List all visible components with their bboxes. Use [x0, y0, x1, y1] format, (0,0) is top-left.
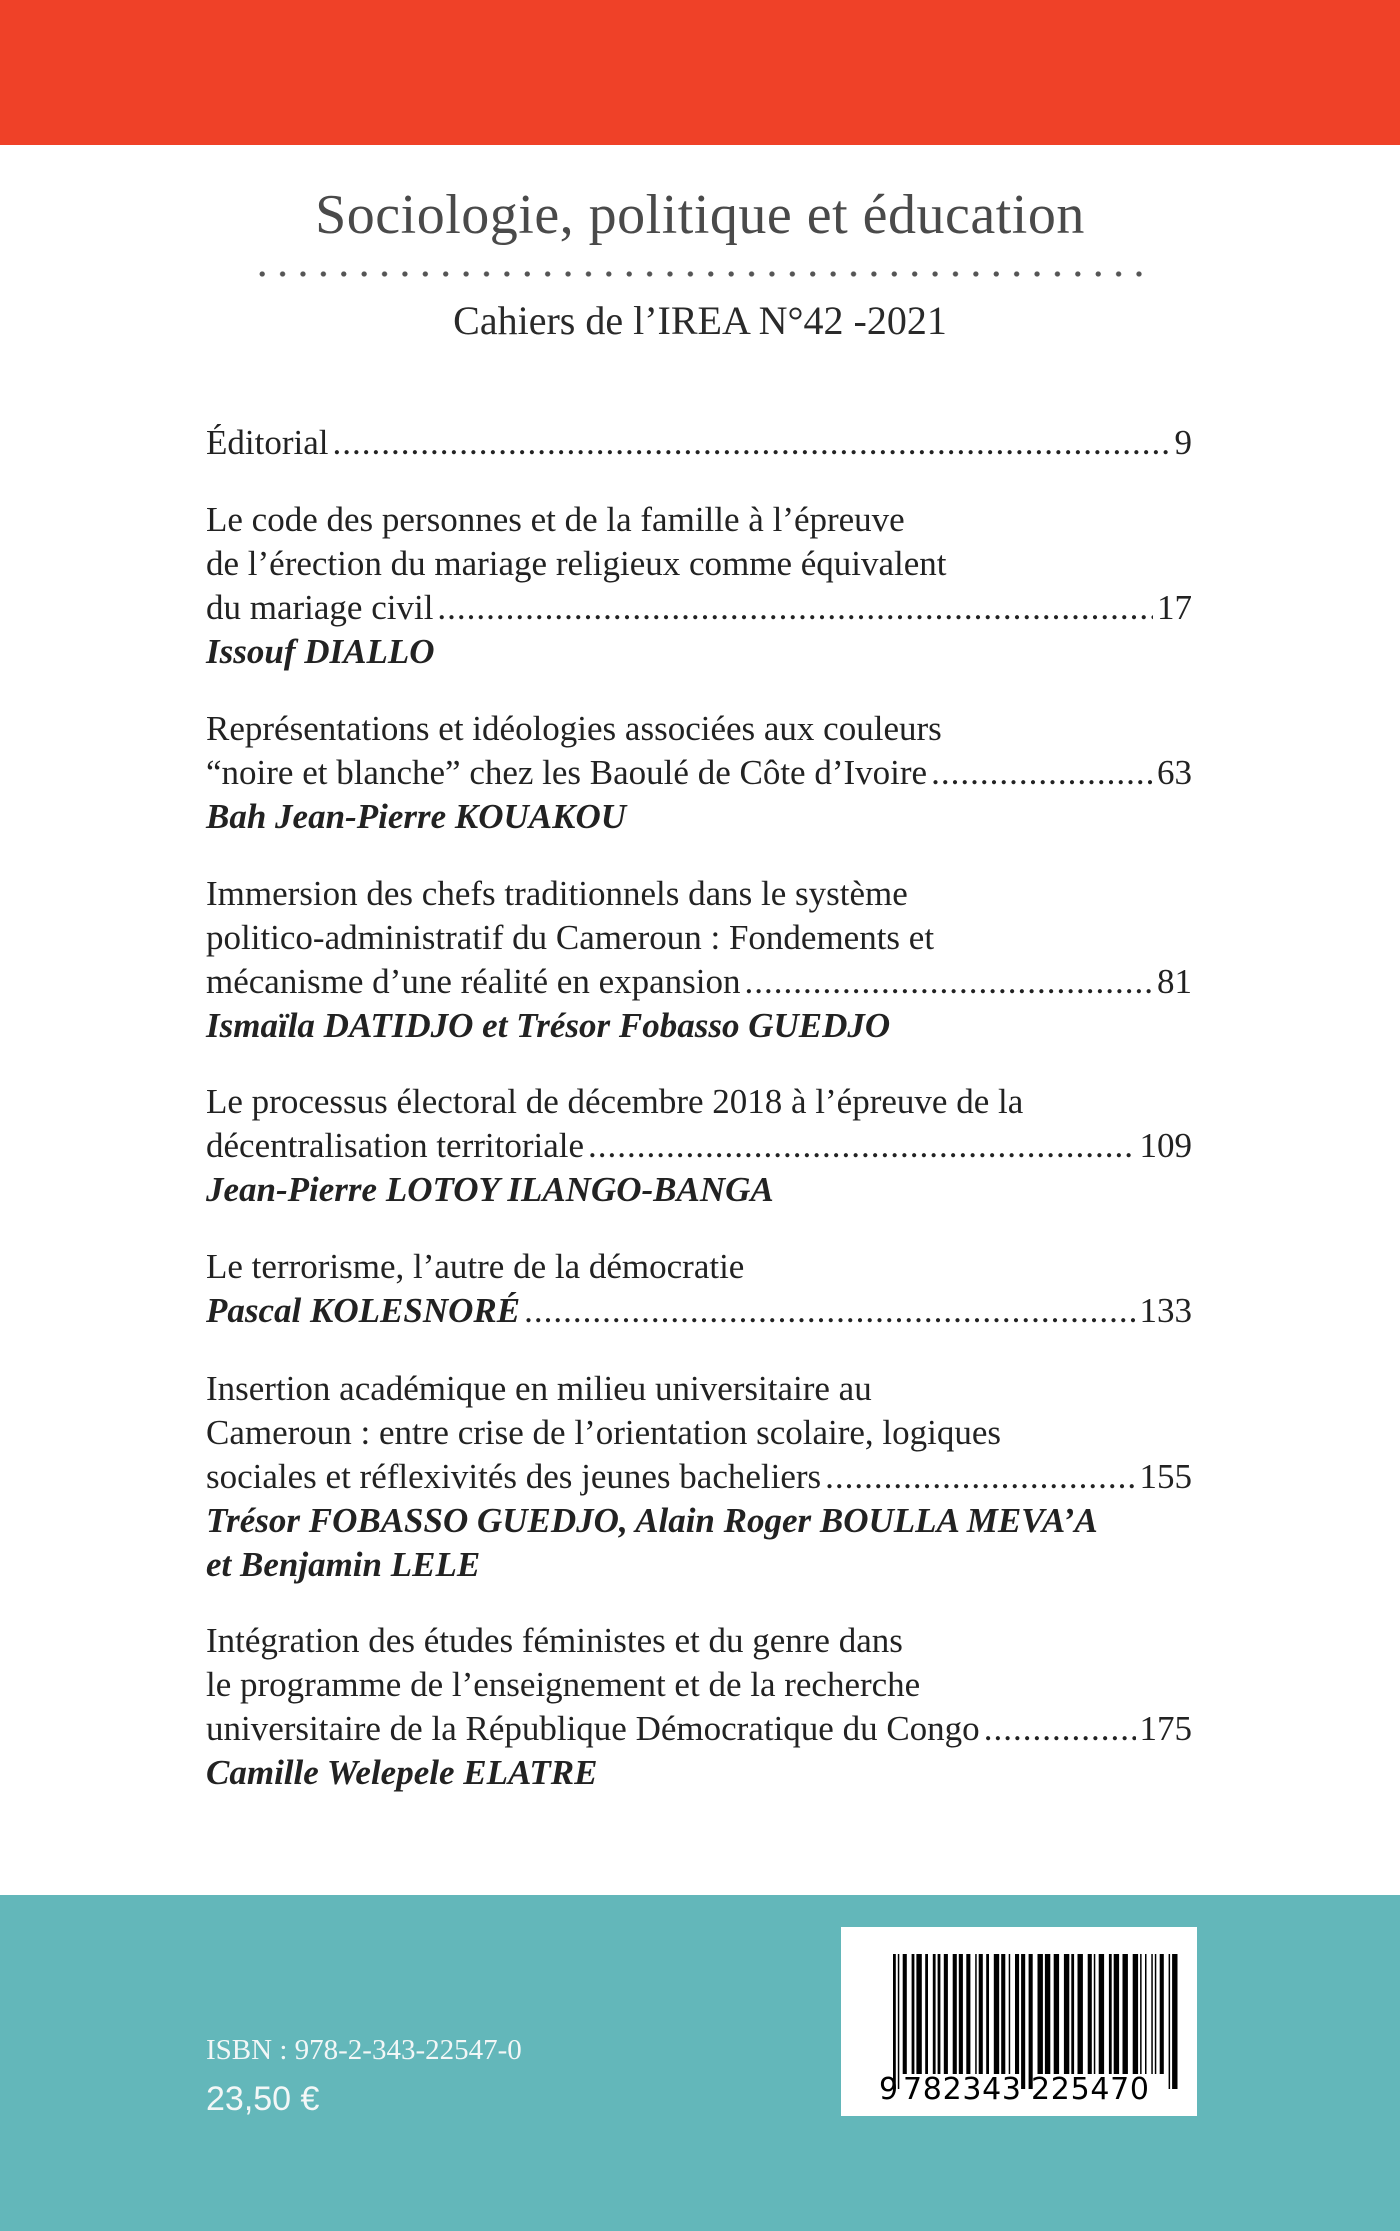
- barcode-bar: [979, 1954, 983, 2074]
- entry-leader-line: [206, 1124, 1192, 1168]
- barcode-digits-right: 225470: [1031, 2072, 1149, 2107]
- barcode-bar: [1021, 1954, 1025, 2089]
- entry-title-line: Représentations et idéologies associées aux couleurs: [206, 709, 942, 748]
- entry-author: et Benjamin LELE: [206, 1545, 481, 1584]
- entry-author: Jean-Pierre LOTOY ILANGO-BANGA: [206, 1170, 774, 1209]
- page-number: 109: [1139, 1126, 1192, 1165]
- entry-leader-line: [206, 421, 1192, 465]
- barcode-bar: [1015, 1954, 1019, 2074]
- toc-entry[interactable]: [206, 872, 1192, 1048]
- entry-title-line: Le code des personnes et de la famille à l’épreuve: [206, 500, 905, 539]
- barcode-bar: [1169, 1954, 1171, 2089]
- barcode-bar: [925, 1954, 928, 2074]
- entry-title-line: mécanisme d’une réalité en expansion: [206, 962, 741, 1001]
- entry-title-line: Cameroun : entre crise de l’orientation scolaire, logiques: [206, 1413, 1002, 1452]
- toc-entry[interactable]: [206, 1080, 1192, 1212]
- barcode-bar: [1160, 1954, 1164, 2074]
- page-number: 81: [1157, 962, 1192, 1001]
- barcode-bar: [933, 1954, 936, 2074]
- entry-leader-line: [206, 1707, 1192, 1751]
- barcode-bar: [1078, 1954, 1083, 2074]
- entry-author: Ismaïla DATIDJO et Trésor Fobasso GUEDJO: [206, 1006, 891, 1045]
- barcode-bar: [1140, 1954, 1142, 2074]
- issue-subtitle: Cahiers de l’IREA N°42 -2021: [453, 298, 947, 343]
- barcode-bar: [1054, 1954, 1059, 2074]
- barcode-bar: [1172, 1954, 1177, 2089]
- barcode: [841, 1927, 1197, 2116]
- barcode-bar: [1155, 1954, 1157, 2074]
- page-number: 17: [1157, 588, 1192, 627]
- toc-entry[interactable]: [206, 707, 1192, 839]
- barcode-bar: [1133, 1954, 1138, 2074]
- entry-title-line: Intégration des études féministes et du genre dans: [206, 1621, 903, 1660]
- top-color-band: [0, 0, 1400, 145]
- dot-leader: [524, 1289, 1135, 1333]
- barcode-bar: [1114, 1954, 1119, 2074]
- barcode-bar: [1088, 1954, 1092, 2074]
- barcode-bar: [1001, 1954, 1005, 2074]
- entry-title-line: “noire et blanche” chez les Baoulé de Côte d’Ivoire: [206, 753, 928, 792]
- barcode-bar: [966, 1954, 970, 2074]
- entry-title-line: le programme de l’enseignement et de la recherche: [206, 1665, 921, 1704]
- barcode-bar: [1123, 1954, 1128, 2074]
- barcode-bar: [1045, 1954, 1050, 2074]
- dotted-divider: [252, 270, 1148, 278]
- barcode-bar: [1064, 1954, 1069, 2074]
- toc-entry[interactable]: [206, 1619, 1192, 1795]
- barcode-bar: [975, 1954, 977, 2074]
- barcode-bar: [938, 1954, 941, 2074]
- barcode-bar: [986, 1954, 989, 2074]
- price-text: 23,50 €: [206, 2080, 320, 2118]
- barcode-bar: [898, 1954, 900, 2089]
- entry-title-line: universitaire de la République Démocratique du Congo: [206, 1709, 980, 1748]
- barcode-bar: [1151, 1954, 1153, 2074]
- dot-leader: [825, 1455, 1135, 1499]
- barcode-bar: [903, 1954, 907, 2074]
- barcode-bar: [916, 1954, 921, 2074]
- dot-leader: [745, 960, 1153, 1004]
- barcode-bar: [994, 1954, 999, 2074]
- isbn-text: ISBN : 978-2-343-22547-0: [206, 2034, 522, 2066]
- entry-leader-line: [206, 1289, 1192, 1333]
- entry-title-line: politico-administratif du Cameroun : Fondements et: [206, 918, 935, 957]
- entry-author: Pascal KOLESNORÉ: [206, 1291, 521, 1330]
- entry-author: Trésor FOBASSO GUEDJO, Alain Roger BOULLA MEVA’A: [206, 1501, 1098, 1540]
- barcode-bar: [944, 1954, 948, 2074]
- toc-entry[interactable]: [206, 498, 1192, 674]
- dot-leader: [437, 586, 1153, 630]
- entry-leader-line: [206, 586, 1192, 630]
- barcode-bars: [841, 1927, 1197, 2116]
- entry-title-line: décentralisation territoriale: [206, 1126, 585, 1165]
- barcode-bar: [912, 1954, 915, 2074]
- barcode-bar: [1038, 1954, 1043, 2074]
- dot-leader: [588, 1124, 1135, 1168]
- barcode-bar: [959, 1954, 963, 2074]
- toc-entry[interactable]: [206, 1245, 1192, 1333]
- page-number: 9: [1174, 423, 1192, 462]
- entry-title-line: sociales et réflexivités des jeunes bacheliers: [206, 1457, 822, 1496]
- barcode-bar: [953, 1954, 957, 2074]
- barcode-bar: [1109, 1954, 1112, 2074]
- entry-title-line: Insertion académique en milieu universitaire au: [206, 1369, 872, 1408]
- entry-title-line: Le terrorisme, l’autre de la démocratie: [206, 1247, 745, 1286]
- entry-author: Camille Welepele ELATRE: [206, 1753, 598, 1792]
- toc-entry[interactable]: [206, 1367, 1192, 1587]
- entry-leader-line: [206, 1455, 1192, 1499]
- barcode-digits-left: 782343: [903, 2072, 1021, 2107]
- barcode-bar: [1145, 1954, 1147, 2074]
- dot-leader: [984, 1707, 1136, 1751]
- series-title: Sociologie, politique et éducation: [315, 184, 1085, 246]
- page-number: 155: [1139, 1457, 1192, 1496]
- entry-title-line: Immersion des chefs traditionnels dans le système: [206, 874, 908, 913]
- page-number: 133: [1139, 1291, 1192, 1330]
- page-number: 175: [1139, 1709, 1192, 1748]
- dot-leader: [931, 751, 1153, 795]
- dot-leader: [332, 421, 1170, 465]
- barcode-bar: [1094, 1954, 1096, 2074]
- entry-leader-line: [206, 751, 1192, 795]
- barcode-bar: [893, 1954, 896, 2089]
- entry-author: Bah Jean-Pierre KOUAKOU: [206, 797, 627, 836]
- toc-entry[interactable]: [206, 421, 1192, 465]
- entry-title-line: Éditorial: [206, 423, 329, 462]
- entry-author: Issouf DIALLO: [206, 632, 435, 671]
- entry-title-line: Le processus électoral de décembre 2018 à l’épreuve de la: [206, 1082, 1024, 1121]
- entry-leader-line: [206, 960, 1192, 1004]
- barcode-digit-first: 9: [879, 2072, 899, 2107]
- entry-title-line: de l’érection du mariage religieux comme équivalent: [206, 544, 947, 583]
- barcode-bar: [1071, 1954, 1074, 2074]
- barcode-bar: [1099, 1954, 1104, 2074]
- barcode-bar: [1029, 1954, 1033, 2089]
- entry-title-line: du mariage civil: [206, 588, 434, 627]
- page-number: 63: [1157, 753, 1192, 792]
- barcode-bar: [1009, 1954, 1011, 2074]
